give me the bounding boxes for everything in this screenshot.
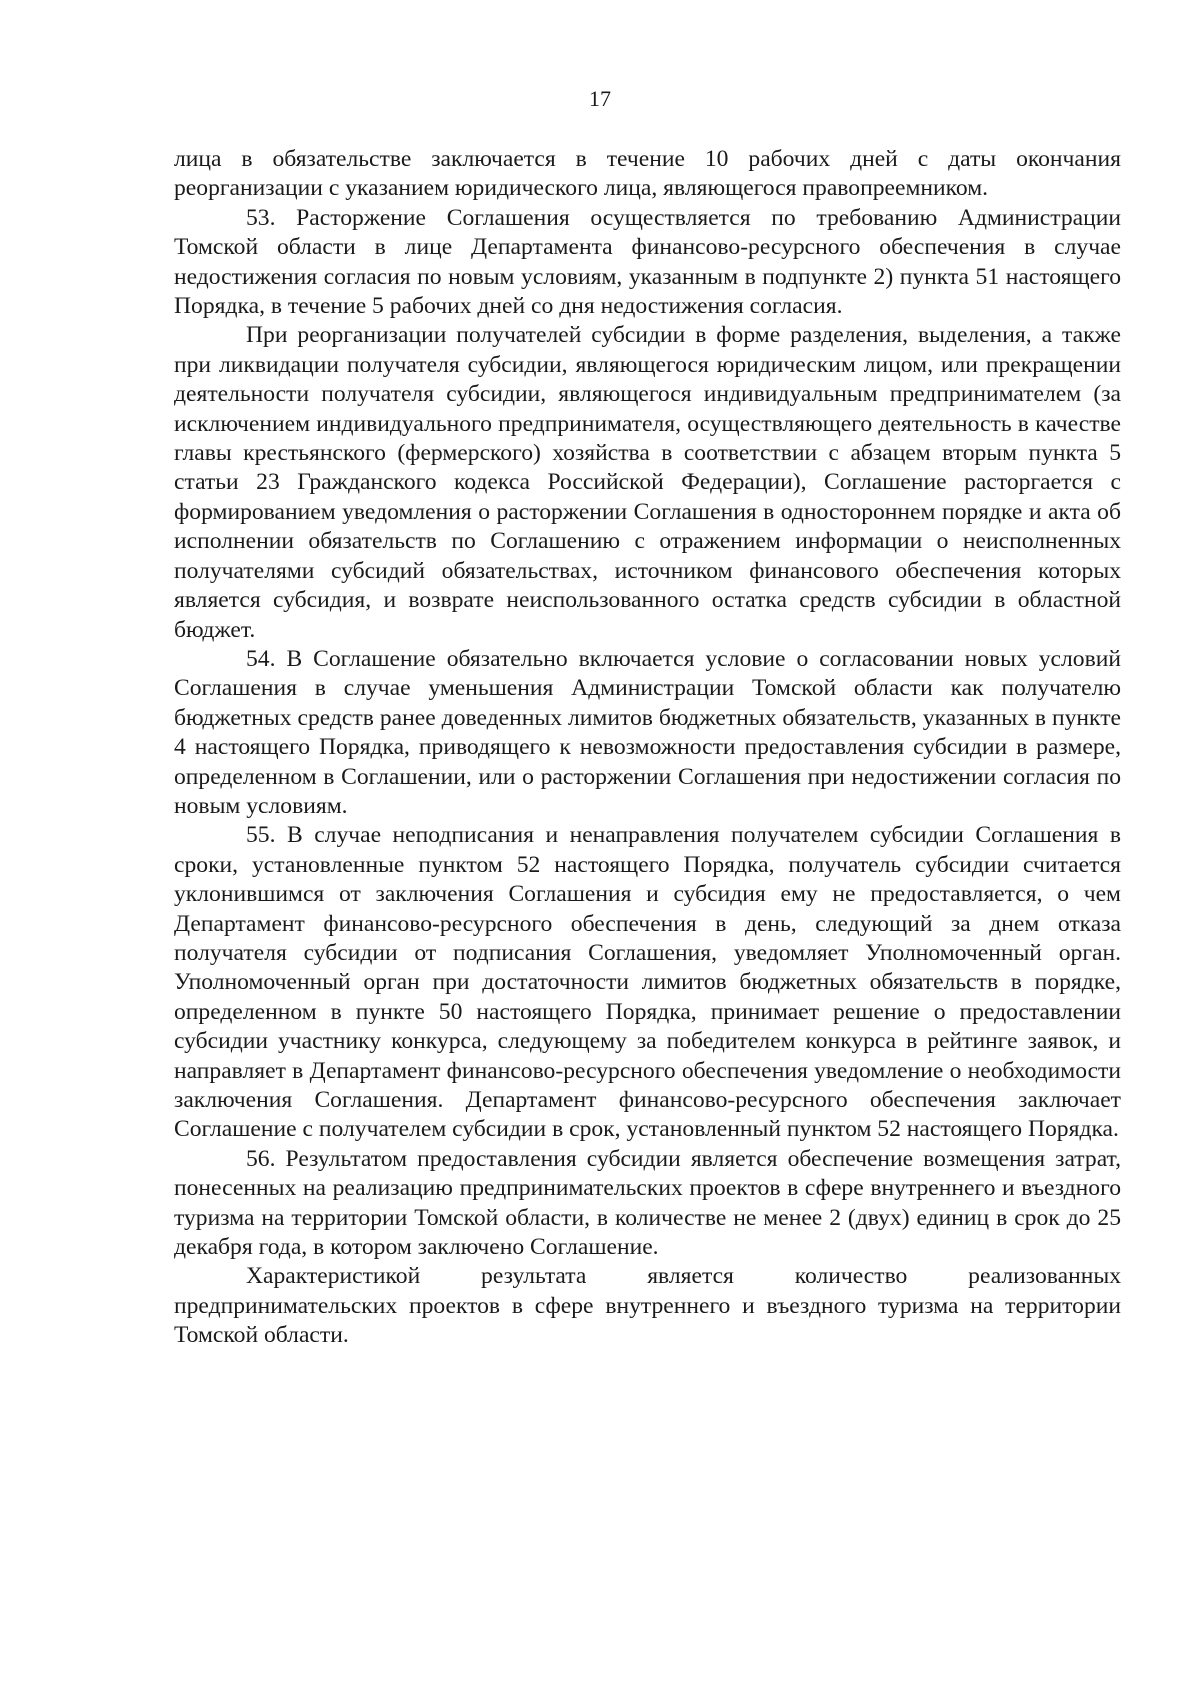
document-body bbox=[174, 145, 1121, 1351]
paragraph-55: 55. В случае неподписания и ненаправления получателем субсидии Соглашения в сроки, установленные пунктом 52 настоящего Порядка, получатель субсидии считается уклонившимся от заключения Соглашения и субсидия ему не предоставляется, о чем Департамент финансово-ресурсного обеспечения в день, следующий за днем отказа получателя субсидии от подписания Соглашения, уведомляет Уполномоченный орган. Уполномоченный орган при достаточности лимитов бюджетных обязательств в порядке, определенном в пункте 50 настоящего Порядка, принимает решение о предоставлении субсидии участнику конкурса, следующему за победителем конкурса в рейтинге заявок, и направляет в Департамент финансово-ресурсного обеспечения уведомление о необходимости заключения Соглашения. Департамент финансово-ресурсного обеспечения заключает Соглашение с получателем субсидии в срок, установленный пунктом 52 настоящего Порядка. bbox=[174, 822, 1121, 1143]
paragraph-56: 56. Результатом предоставления субсидии является обеспечение возмещения затрат, понесенных на реализацию предпринимательских проектов в сфере внутреннего и въездного туризма на территории Томской области, в количестве не менее 2 (двух) единиц в срок до 25 декабря года, в котором заключено Соглашение. bbox=[174, 1145, 1121, 1261]
paragraph-reorganization: При реорганизации получателей субсидии в форме разделения, выделения, а также при ликвидации получателя субсидии, являющегося юридическим лицом, или прекращении деятельности получателя субсидии, являющегося индивидуальным предпринимателем (за исключением индивидуального предпринимателя, осуществляющего деятельность в качестве главы крестьянского (фермерского) хозяйства в соответствии с абзацем вторым пункта 5 статьи 23 Гражданского кодекса Российской Федерации), Соглашение расторгается с формированием уведомления о расторжении Соглашения в одностороннем порядке и акта об исполнении обязательств по Соглашению с отражением информации о неисполненных получателями субсидий обязательствах, источником финансового обеспечения которых является субсидия, и возврате неиспользованного остатка средств субсидии в областной бюджет. bbox=[174, 322, 1121, 643]
page-number: 17 bbox=[589, 86, 611, 111]
paragraph-54: 54. В Соглашение обязательно включается условие о согласовании новых условий Соглашения в случае уменьшения Администрации Томской области как получателю бюджетных средств ранее доведенных лимитов бюджетных обязательств, указанных в пункте 4 настоящего Порядка, приводящего к невозможности предоставления субсидии в размере, определенном в Соглашении, или о расторжении Соглашения при недостижении согласия по новым условиям. bbox=[174, 645, 1121, 819]
paragraph-continuation: лица в обязательстве заключается в течение 10 рабочих дней с даты окончания реорганизации с указанием юридического лица, являющегося правопреемником. bbox=[174, 146, 1121, 202]
paragraph-53: 53. Расторжение Соглашения осуществляется по требованию Администрации Томской области в лице Департамента финансово-ресурсного обеспечения в случае недостижения согласия по новым условиям, указанным в подпункте 2) пункта 51 настоящего Порядка, в течение 5 рабочих дней со дня недостижения согласия. bbox=[174, 204, 1121, 320]
paragraph-result-characteristic: Характеристикой результата является количество реализованных предпринимательских проектов в сфере внутреннего и въездного туризма на территории Томской области. bbox=[174, 1263, 1121, 1349]
